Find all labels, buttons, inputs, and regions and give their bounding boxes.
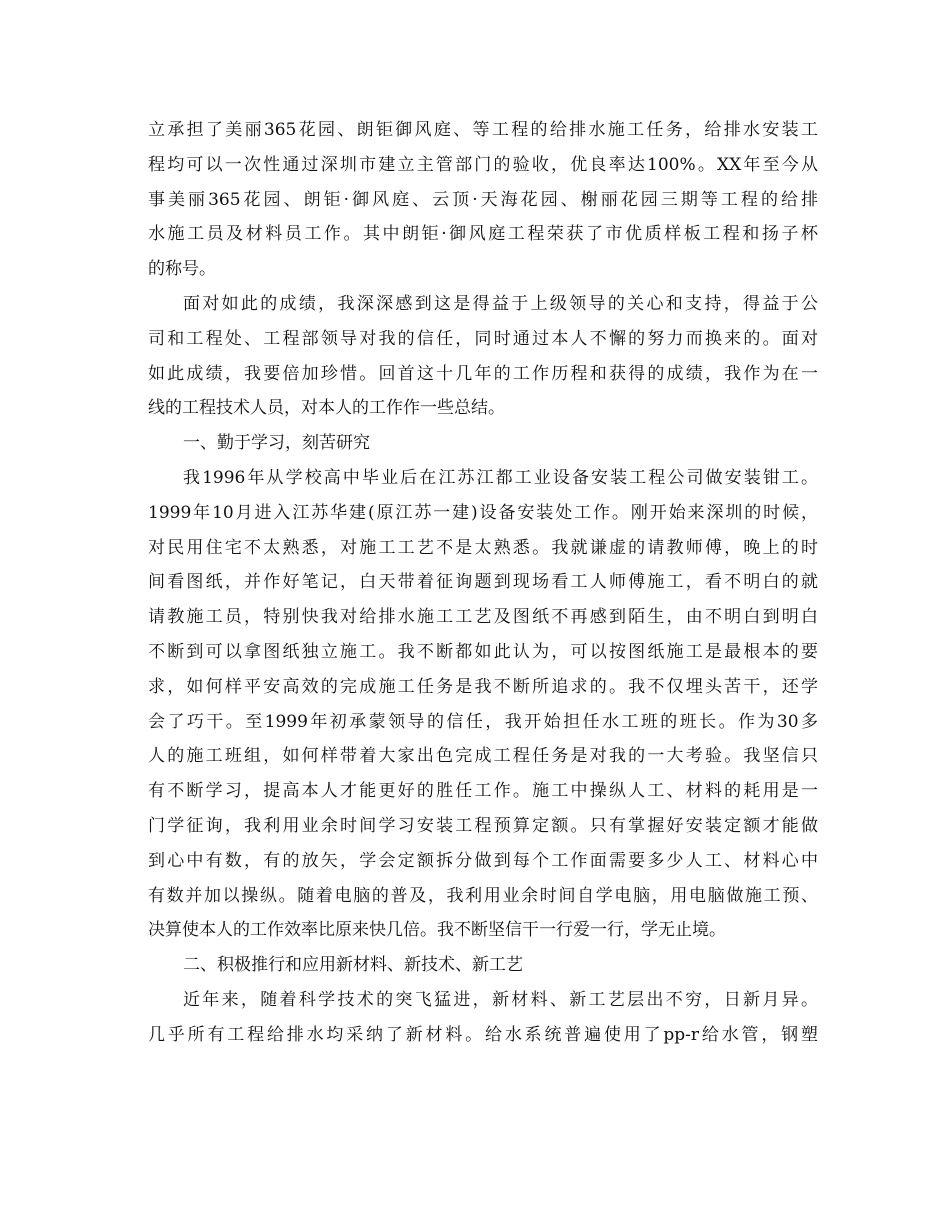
- text-line: 有数并加以操纵。随着电脑的普及，我利用业余时间自学电脑，用电脑做施工预、: [148, 885, 818, 906]
- text-line: 有不断学习，提高本人才能更好的胜任工作。施工中操纵人工、材料的耗用是一: [148, 781, 818, 802]
- text-line: 司和工程处、工程部领导对我的信任，同时通过本人不懈的努力而换来的。面对: [148, 328, 818, 349]
- text-line: 求，如何样平安高效的完成施工任务是我不断所追求的。我不仅埋头苦干，还学: [148, 676, 818, 697]
- text-line: 二、积极推行和应用新材料、新技术、新工艺: [183, 955, 523, 976]
- text-line: 间看图纸，并作好笔记，白天带着征询题到现场看工人师傅施工，看不明白的就: [148, 572, 818, 593]
- text-line: 近年来，随着科学技术的突飞猛进，新材料、新工艺层出不穷，日新月异。: [183, 989, 818, 1010]
- text-line: 如此成绩，我要倍加珍惜。回首这十几年的工作历程和获得的成绩，我作为在一: [148, 363, 818, 384]
- text-line: 事美丽365花园、朗钜·御风庭、云顶·天海花园、榭丽花园三期等工程的给排: [148, 189, 818, 210]
- text-line: 请教施工员，特别快我对给排水施工工艺及图纸不再感到陌生，由不明白到明白: [148, 607, 818, 628]
- text-line: 到心中有数，有的放矢，学会定额拆分做到每个工作面需要多少人工、材料心中: [148, 850, 818, 871]
- document-body: [148, 113, 818, 1053]
- text-line: 几乎所有工程给排水均采纳了新材料。给水系统普遍使用了pp-r给水管，钢塑: [148, 1024, 818, 1045]
- text-line: 不断到可以拿图纸独立施工。我不断都如此认为，可以按图纸施工是最根本的要: [148, 641, 818, 662]
- text-line: 程均可以一次性通过深圳市建立主管部门的验收，优良率达100%。XX年至今从: [148, 154, 818, 175]
- text-line: 一、勤于学习，刻苦研究: [183, 433, 370, 454]
- text-line: 对民用住宅不太熟悉，对施工工艺不是太熟悉。我就谦虚的请教师傅，晚上的时: [148, 537, 818, 558]
- text-line: 线的工程技术人员，对本人的工作作一些总结。: [148, 398, 505, 419]
- text-line: 立承担了美丽365花园、朗钜御风庭、等工程的给排水施工任务，给排水安装工: [148, 120, 818, 140]
- text-line: 面对如此的成绩，我深深感到这是得益于上级领导的关心和支持，得益于公: [183, 293, 818, 314]
- text-line: 人的施工班组，如何样带着大家出色完成工程任务是对我的一大考验。我坚信只: [148, 746, 818, 767]
- text-line: 的称号。: [148, 259, 216, 280]
- text-line: 决算使本人的工作效率比原来快几倍。我不断坚信干一行爱一行，学无止境。: [148, 920, 726, 941]
- text-line: 1999年10月进入江苏华建(原江苏一建)设备安装处工作。刚开始来深圳的时候，: [148, 502, 818, 523]
- text-line: 会了巧干。至1999年初承蒙领导的信任，我开始担任水工班的班长。作为30多: [148, 711, 818, 732]
- text-line: 水施工员及材料员工作。其中朗钜·御风庭工程荣获了市优质样板工程和扬子杯: [148, 224, 818, 245]
- text-line: 门学征询，我利用业余时间学习安装工程预算定额。只有掌握好安装定额才能做: [148, 815, 818, 836]
- text-line: 我1996年从学校高中毕业后在江苏江都工业设备安装工程公司做安装钳工。: [183, 467, 818, 488]
